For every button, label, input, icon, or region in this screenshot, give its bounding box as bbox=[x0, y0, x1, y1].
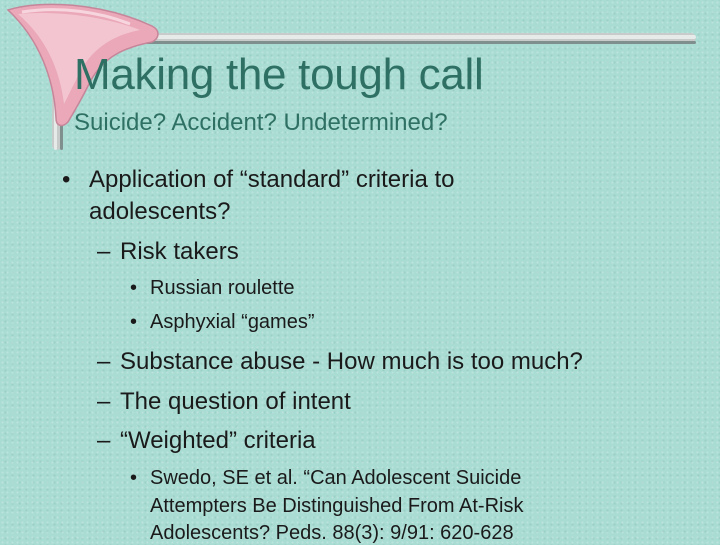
bullet-text: Application of “standard” criteria to bbox=[89, 166, 455, 193]
bullet-marker: – bbox=[97, 427, 111, 454]
bullet-text: Risk takers bbox=[120, 238, 239, 265]
bullet-marker: – bbox=[97, 348, 111, 375]
bullet-text: The question of intent bbox=[120, 388, 351, 415]
bullet-text: Russian roulette bbox=[150, 277, 295, 299]
bullet-text: Asphyxial “games” bbox=[150, 311, 315, 333]
bullet-marker: • bbox=[62, 166, 71, 193]
bullet-marker: – bbox=[97, 238, 111, 265]
bullet-text: Adolescents? Peds. 88(3): 9/91: 620-628 bbox=[150, 522, 514, 544]
bullet-text: Substance abuse - How much is too much? bbox=[120, 348, 583, 375]
bullet-text: Attempters Be Distinguished From At-Risk bbox=[150, 495, 524, 517]
bullet-marker: – bbox=[97, 388, 111, 415]
slide-subtitle: Suicide? Accident? Undetermined? bbox=[74, 109, 448, 136]
bullet-marker: • bbox=[130, 277, 138, 299]
bullet-marker: • bbox=[130, 311, 138, 333]
bullet-marker: • bbox=[130, 467, 138, 489]
slide-title: Making the tough call bbox=[74, 50, 484, 99]
bullet-text: “Weighted” criteria bbox=[120, 427, 316, 454]
bullet-text: Swedo, SE et al. “Can Adolescent Suicide bbox=[150, 467, 522, 489]
bullet-text: adolescents? bbox=[89, 198, 231, 225]
